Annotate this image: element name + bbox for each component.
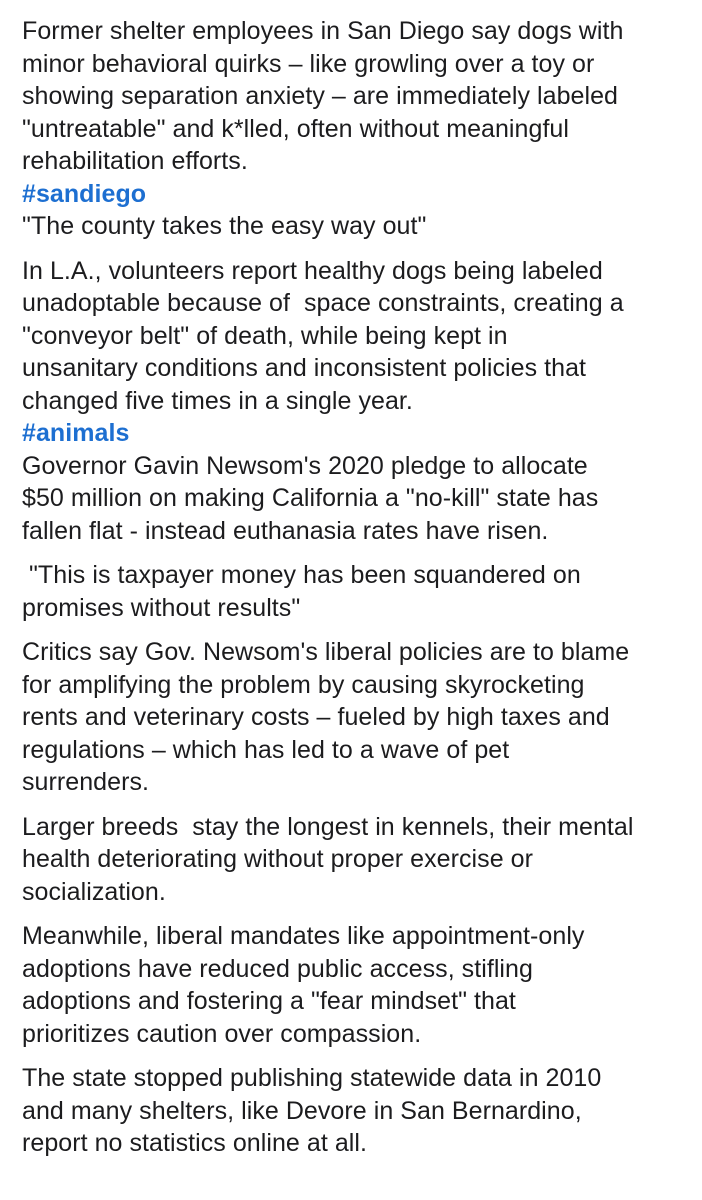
post-paragraph-mandates: Meanwhile, liberal mandates like appointment-only adoptions have reduced public access, stifling adoptions and fostering a "fear mindset" that prioritizes caution over compassion. xyxy=(22,922,585,1048)
post-paragraph-san-diego: Former shelter employees in San Diego say dogs with minor behavioral quirks – like growling over a toy or showing separation anxiety – are immediately labeled "untreatable" and k*lled, often without meaningful rehabilitation efforts. xyxy=(22,17,624,175)
post-paragraph-larger-breeds: Larger breeds stay the longest in kennels, their mental health deteriorating without proper exercise or socialization. xyxy=(22,812,634,906)
post-quote-taxpayer: "This is taxpayer money has been squandered on promises without results" xyxy=(22,561,581,622)
post-quote-county: "The county takes the easy way out" xyxy=(22,212,427,240)
hashtag-sandiego-link[interactable]: #sandiego xyxy=(22,179,147,208)
post-body xyxy=(22,15,687,1160)
hashtag-animals-link[interactable]: #animals xyxy=(22,419,130,447)
post-paragraph-critics: Critics say Gov. Newsom's liberal policies are to blame for amplifying the problem by causing skyrocketing rents and veterinary costs – fueled by high taxes and regulations – which has led to a wave of pet surrenders. xyxy=(22,638,630,796)
post-paragraph-la: In L.A., volunteers report healthy dogs being labeled unadoptable because of space constraints, creating a "conveyor belt" of death, while being kept in unsanitary conditions and inconsistent policies that changed five times in a single year. xyxy=(22,256,624,415)
post-paragraph-newsom-pledge: Governor Gavin Newsom's 2020 pledge to allocate $50 million on making California a "no-kill" state has fallen flat - instead euthanasia rates have risen. xyxy=(22,451,599,545)
post-paragraph-state-data: The state stopped publishing statewide data in 2010 and many shelters, like Devore in San Bernardino, report no statistics online at all. xyxy=(22,1064,602,1157)
